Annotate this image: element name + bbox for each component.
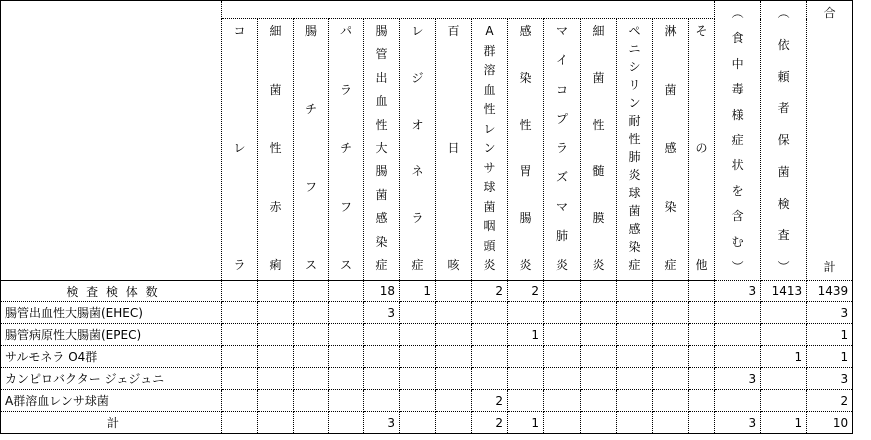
column-header-16 [807,1,853,281]
column-header-2 [294,19,329,281]
row-label: 計 [1,412,222,434]
column-header-12 [653,19,689,281]
table-cell [689,324,715,346]
column-header-label: 腸 チ フ ス [304,24,317,272]
table-cell [400,324,436,346]
column-header-8 [508,19,544,281]
table-cell [436,324,472,346]
column-header-label: ペ ニ シ リ ン 耐 性 肺 炎 球 菌 感 染 症 [628,24,641,272]
table-cell: 1 [508,324,544,346]
table-cell [617,324,653,346]
table-cell [400,412,436,434]
table-cell [617,346,653,368]
table-cell: 1 [508,412,544,434]
table-cell: 2 [807,390,853,412]
table-cell [689,412,715,434]
table-cell: 2 [472,281,508,302]
table-cell [329,281,364,302]
table-cell [472,302,508,324]
column-header-label: ︵ 食 中 毒 様 症 状 を 含 む ︶ [731,6,744,274]
table-cell: 18 [364,281,400,302]
corner-cell [1,1,222,281]
table-cell [472,368,508,390]
table-cell [436,281,472,302]
column-header-label: 細 菌 性 髄 膜 炎 [592,24,605,272]
table-cell [689,368,715,390]
table-cell [258,324,294,346]
column-header-13 [689,19,715,281]
table-cell [544,390,581,412]
table-row [1,302,853,324]
column-header-3 [329,19,364,281]
table-cell [689,302,715,324]
table-cell [222,368,258,390]
table-cell [544,368,581,390]
table-cell [258,368,294,390]
table-cell [436,412,472,434]
column-header-label: ︵ 依 頼 者 保 菌 検 査 ︶ [777,6,790,274]
table-cell [544,412,581,434]
table-cell [581,412,617,434]
column-header-1 [258,19,294,281]
table-cell [689,346,715,368]
column-header-0 [222,19,258,281]
group-title [222,1,715,19]
table-cell: 3 [715,368,761,390]
table-cell: 1 [761,346,807,368]
table-cell [715,346,761,368]
table-cell [364,324,400,346]
table-cell [653,346,689,368]
table-cell [715,390,761,412]
table-cell [617,281,653,302]
table-cell [581,281,617,302]
table-cell: 3 [364,302,400,324]
table-cell [258,346,294,368]
column-header-5 [400,19,436,281]
column-header-label: 感 染 性 胃 腸 炎 [519,24,532,272]
column-header-label: 百 日 咳 [447,24,460,272]
column-header-4 [364,19,400,281]
table-cell: 2 [508,281,544,302]
table-cell [653,368,689,390]
column-header-9 [544,19,581,281]
table-cell [617,412,653,434]
table-cell [258,412,294,434]
table-cell: 1439 [807,281,853,302]
table-cell [222,390,258,412]
column-header-label: 淋 菌 感 染 症 [664,24,677,272]
column-header-label: マ イ コ プ ラ ズ マ 肺 炎 [555,24,568,272]
table-cell: 1 [400,281,436,302]
table-cell [581,390,617,412]
table-cell [329,390,364,412]
table-cell [294,324,329,346]
table-row [1,281,853,302]
table-cell [329,324,364,346]
table-cell [258,302,294,324]
table-row [1,324,853,346]
column-header-label: そ の 他 [695,24,708,272]
table-cell [436,346,472,368]
table-row [1,390,853,412]
table-cell: 3 [715,281,761,302]
table-cell [400,302,436,324]
table-cell [364,390,400,412]
table-cell [436,302,472,324]
column-header-11 [617,19,653,281]
table-cell [364,368,400,390]
table-cell [581,346,617,368]
table-cell [400,346,436,368]
table-cell [329,346,364,368]
table-cell [508,302,544,324]
table-cell [544,302,581,324]
table-cell [581,324,617,346]
row-label: 検 査 検 体 数 [1,281,222,302]
table-cell [222,302,258,324]
table-cell [508,346,544,368]
table-cell [653,412,689,434]
column-header-15 [761,1,807,281]
table-cell [653,390,689,412]
table-cell [400,390,436,412]
table-cell [364,346,400,368]
table-cell [761,368,807,390]
column-header-label: 腸 管 出 血 性 大 腸 菌 感 染 症 [375,24,388,272]
row-label: 腸管病原性大腸菌(EPEC) [1,324,222,346]
table-cell: 3 [364,412,400,434]
table-cell [617,390,653,412]
table-cell: 1 [807,324,853,346]
table-cell [472,324,508,346]
table-cell [294,368,329,390]
table-cell [508,390,544,412]
table-cell: 1 [761,412,807,434]
table-cell [761,324,807,346]
table-cell [544,281,581,302]
table-cell [715,324,761,346]
row-label: カンピロバクター ジェジュニ [1,368,222,390]
row-label: A群溶血レンサ球菌 [1,390,222,412]
table-cell [653,324,689,346]
table-cell [294,390,329,412]
table-cell [761,302,807,324]
table-cell [617,302,653,324]
column-header-label: A 群 溶 血 性 レ ン サ 球 菌 咽 頭 炎 [483,24,496,272]
table-cell: 2 [472,412,508,434]
table-cell [400,368,436,390]
column-header-label: パ ラ チ フ ス [339,24,352,272]
column-header-label: コ レ ラ [233,24,246,272]
table-cell [294,412,329,434]
table-cell [544,324,581,346]
column-header-10 [581,19,617,281]
table-cell [294,346,329,368]
header-row [1,1,853,19]
table-cell [329,302,364,324]
table-cell [436,368,472,390]
column-header-6 [436,19,472,281]
table-cell [617,368,653,390]
table-cell [258,281,294,302]
table-cell [222,346,258,368]
table-cell [581,368,617,390]
row-label: サルモネラ O4群 [1,346,222,368]
table-row [1,346,853,368]
table-row [1,412,853,434]
table-cell [472,346,508,368]
table-cell [761,390,807,412]
table-cell: 1 [807,346,853,368]
table-cell [544,346,581,368]
column-header-label: 細 菌 性 赤 痢 [269,24,282,272]
column-header-label: 合 計 [823,6,836,274]
column-header-7 [472,19,508,281]
table-cell [508,368,544,390]
table-cell: 3 [807,302,853,324]
table-cell [222,281,258,302]
table-cell [689,281,715,302]
table-cell [329,412,364,434]
table-cell [581,302,617,324]
table-cell [294,302,329,324]
table-cell [294,281,329,302]
table-cell [689,390,715,412]
table-cell: 10 [807,412,853,434]
table-cell [222,324,258,346]
table-cell: 1413 [761,281,807,302]
table-cell [436,390,472,412]
table-cell [715,302,761,324]
table-cell [653,302,689,324]
table-cell [258,390,294,412]
table-cell [222,412,258,434]
table-cell: 3 [715,412,761,434]
table-cell: 3 [807,368,853,390]
table-cell: 2 [472,390,508,412]
column-header-14 [715,1,761,281]
row-label: 腸管出血性大腸菌(EHEC) [1,302,222,324]
table-cell [329,368,364,390]
table-row [1,368,853,390]
table-cell [653,281,689,302]
column-header-label: レ ジ オ ネ ラ 症 [411,24,424,272]
